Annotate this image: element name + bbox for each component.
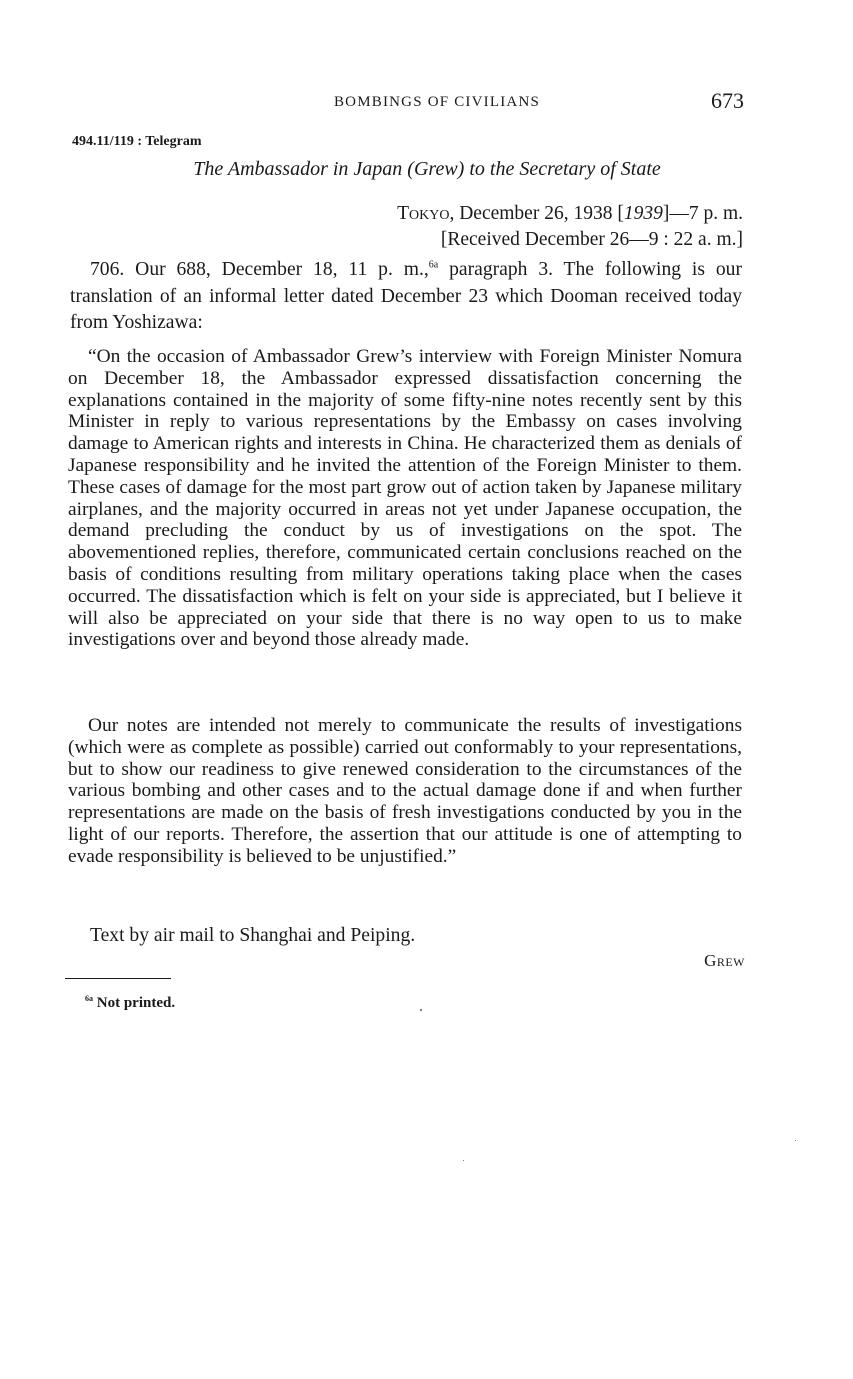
intro-paragraph xyxy=(70,257,742,337)
running-head xyxy=(70,88,744,118)
footnote-reference: 6a xyxy=(428,259,439,271)
footnote-text: Not printed. xyxy=(93,995,176,1011)
footnote xyxy=(85,995,175,1012)
dateline-date: , December 26, 1938 [ xyxy=(449,203,624,224)
dateline xyxy=(397,203,743,225)
closing-line: Text by air mail to Shanghai and Peiping. xyxy=(90,925,416,946)
running-title: BOMBINGS OF CIVILIANS xyxy=(333,94,541,110)
intro-text-end: paragraph 3. The following is our translation of an informal letter dated December 23 which Dooman received today from Yoshizawa: xyxy=(70,259,742,333)
dateline-place: Tokyo xyxy=(397,203,450,224)
page-speck xyxy=(463,1160,464,1161)
dateline-time: ]—7 p. m. xyxy=(662,203,743,224)
quote-paragraph: Our notes are intended not merely to communicate the results of investigations (which were as complete as possible) carried out conformably to your representations, but to show our readiness to give renewed consideration to the circumstances of the various bombing and other cases and to the actual damage done if and when further representations are made on the basis of fresh investigations conducted by you in the light of our reports. Therefore, the assertion that our attitude is one of attempting to evade responsibility is believed to be unjustified.” xyxy=(68,715,742,867)
footnote-mark: 6a xyxy=(85,994,93,1003)
received-line: [Received December 26—9 : 22 a. m.] xyxy=(440,229,743,250)
title-part-1: The Ambassador in Japan ( xyxy=(193,158,414,180)
title-part-2: ) to the Secretary of State xyxy=(457,158,661,180)
page-number: 673 xyxy=(711,88,744,113)
file-reference: 494.11/119 : Telegram xyxy=(72,134,202,149)
quote-paragraph: “On the occasion of Ambassador Grew’s interview with Foreign Minister Nomura on December 18, the Ambassador expressed dissatisfaction concerning the explanations contained in the majority of some fifty-nine notes recently sent by this Minister in reply to various representations by the Embassy on cases involving damage to American rights and interests in China. He characterized them as denials of Japanese responsibility and he invited the attention of the Foreign Minister to them. These cases of damage for the most part grow out of action taken by Japanese military airplanes, and the majority occurred in areas not yet under Japanese occupation, the demand precluding the conduct by us of investigations on the spot. The abovementioned replies, therefore, communicated certain conclusions reached on the basis of conditions resulting from military operations taking place when the cases occurred. The dissatisfaction which is felt on your side is appreciated, but I believe it will also be appreciated on your side that there is no way open to us to make investigations over and beyond those already made. xyxy=(68,346,742,651)
page-speck xyxy=(795,1140,796,1141)
document-title xyxy=(70,158,744,181)
signature: Grew xyxy=(704,951,745,970)
intro-text-start: 706. Our 688, December 18, 11 p. m., xyxy=(90,259,429,280)
page-speck xyxy=(420,1009,422,1011)
dateline-corrected-year: 1939 xyxy=(623,203,663,224)
title-name: Grew xyxy=(413,158,458,180)
footnote-divider xyxy=(65,978,171,979)
